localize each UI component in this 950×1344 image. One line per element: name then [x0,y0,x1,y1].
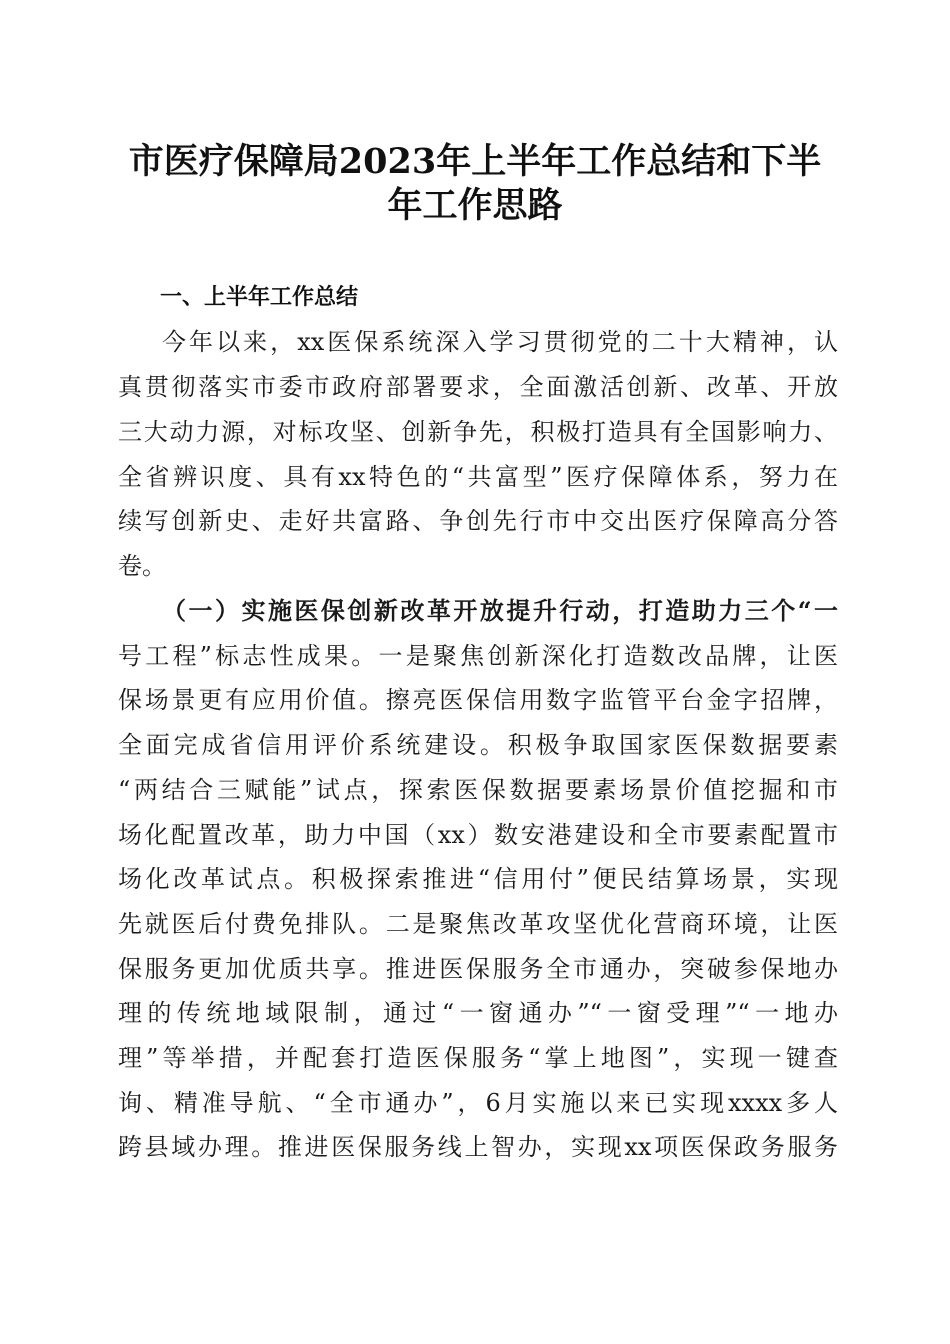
document-title-line-2: 年工作思路 [387,185,563,226]
body-line: 询、精准导航、“全市通办”，6月实施以来已实现xxxx多人 [118,1089,838,1117]
body-line: 保场景更有应用价值。擦亮医保信用数字监管平台金字招牌， [118,686,838,714]
section-heading: 一、上半年工作总结 [160,285,359,310]
body-line: 真贯彻落实市委市政府部署要求，全面激活创新、改革、开放 [118,373,838,401]
body-line: 先就医后付费免排队。二是聚焦改革攻坚优化营商环境，让医 [118,910,838,938]
body-line: 续写创新史、走好共富路、争创先行市中交出医疗保障高分答 [118,507,838,535]
body-line: 卷。 [118,552,166,580]
body-line: （一）实施医保创新改革开放提升行动，打造助力三个“一 [162,596,838,625]
body-line: 全面完成省信用评价系统建设。积极争取国家医保数据要素 [118,731,838,759]
body-line: 全省辨识度、具有xx特色的“共富型”医疗保障体系，努力在 [118,463,838,491]
body-line: 跨县域办理。推进医保服务线上智办，实现xx项医保政务服务 [118,1133,838,1161]
body-line: 保服务更加优质共享。推进医保服务全市通办，突破参保地办 [118,955,838,983]
body-line: 号工程”标志性成果。一是聚焦创新深化打造数改品牌，让医 [118,642,838,670]
document-title-line-1: 市医疗保障局2023年上半年工作总结和下半 [128,141,822,182]
body-line: 场化改革试点。积极探索推进“信用付”便民结算场景，实现 [118,865,838,893]
body-line: 理的传统地域限制，通过“一窗通办”“一窗受理”“一地办 [118,999,838,1027]
body-line: 今年以来，xx医保系统深入学习贯彻党的二十大精神，认 [162,328,838,356]
body-line: 理”等举措，并配套打造医保服务“掌上地图”，实现一键查 [118,1044,838,1072]
body-line: 场化配置改革，助力中国（xx）数安港建设和全市要素配置市 [118,821,838,849]
body-line: “两结合三赋能”试点，探索医保数据要素场景价值挖掘和市 [118,776,838,804]
body-line: 三大动力源，对标攻坚、创新争先，积极打造具有全国影响力、 [118,418,838,446]
